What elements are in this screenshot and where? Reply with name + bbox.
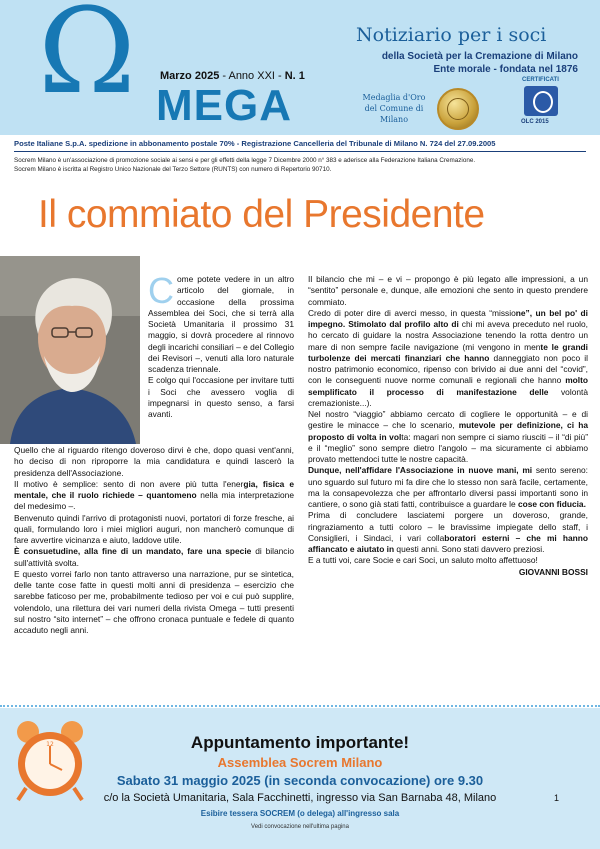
association-line-2: Socrem Milano è iscritta al Registro Unico Nazionale del Terzo Settore (RUNTS) con numero di Repertorio 90710.	[14, 166, 332, 173]
bold-text: cose con fiducia.	[517, 499, 586, 509]
paragraph	[308, 308, 588, 409]
omega-logo-icon: Ω	[38, 0, 136, 120]
appointment-date: Sabato 31 maggio 2025 (in seconda convocazione) ore 9.30	[116, 773, 484, 788]
paragraph: Quello che al riguardo ritengo doveroso dirvi è che, dopo quasi vent'anni, ho deciso di non riproporre la mia candidatura e quindi lascerò la presidenza dell'Associazione.	[14, 445, 294, 478]
drop-cap: C	[148, 270, 174, 311]
bold-text: gia, fisica e mentale, che il ruolo richiede – quantomeno	[14, 478, 295, 500]
paragraph: Benvenuto quindi l'arrivo di protagonisti nuovi, portatori di forze fresche, ai quali, formulando loro i miei migliori auguri, non mancherò comunque di fare avvertire vicinanza e aiuto, laddove utile.	[14, 512, 294, 545]
certification-logo-icon	[524, 86, 558, 116]
society-line-1: della Società per la Cremazione di Milano	[381, 51, 578, 62]
association-info	[14, 156, 586, 174]
issue-date: Marzo 2025	[160, 70, 220, 82]
divider	[14, 151, 586, 152]
association-line-1: Socrem Milano è un'associazione di promozione sociale ai sensi e per gli effetti della legge 7 Dicembre 2000 n° 383 e aderisce alla Federazione Italiana Cremazione.	[14, 157, 476, 164]
page-number: 1	[554, 793, 560, 803]
appointment-title: Appuntamento importante!	[190, 733, 410, 752]
bold-text: ne”, un bel po' di impegno. Stimolato dal profilo alto di	[308, 307, 588, 329]
certified-label: CERTIFICATI	[522, 77, 559, 83]
issue-number: N. 1	[284, 70, 305, 82]
text-run: Credo di poter dire di averci messo, in questa “missio	[308, 307, 516, 318]
text-run: chi mi aveva preceduto nel ruolo, ho cercato di guidare la nostra Associazione tenendo la rotta dentro un mare di non sempre facile navigazione (mi vengono in men	[308, 319, 588, 352]
society-info	[382, 50, 578, 76]
appointment-subtitle: Assemblea Socrem Milano	[217, 755, 383, 770]
paragraph	[308, 510, 588, 555]
article-column-right	[308, 274, 588, 578]
text-run: volontà cremazioniste...).	[308, 386, 588, 408]
paragraph	[14, 546, 294, 569]
paragraph	[14, 479, 294, 513]
author-signature: GIOVANNI BOSSI	[518, 566, 588, 577]
paragraph: ome potete vedere in un altro articolo del giornale, in occasione della prossima Assemblea dei Soci, che si terrà alla Società Umanitaria il prossimo 31 maggio, si dovrà procedere al rinnovo degli incarichi consiliari – e del Collegio dei Revisori –, venuti alla loro naturale scadenza triennale.	[148, 274, 294, 374]
paragraph: Il bilancio che mi – e vi – propongo è più legato alle impressioni, a un “sentito” personale e, dunque, alle emozioni che sento in questo prendere commiato.	[308, 274, 588, 307]
bold-text: te le grandi turbolenze dei mercati finanziari che hanno	[308, 341, 589, 363]
text-run: Nel nostro “viaggio” abbiamo cercato di cogliere le opportunità – e di gestire le minacce – che lo scenario,	[308, 409, 588, 431]
bold-text: È consuetudine, alla fine di un mandato, fare una specie	[14, 546, 252, 557]
paragraph: E questo vorrei farlo non tanto attraverso una narrazione, pur se sintetica, delle tante cose fatte in questi molti anni di presidenza – esercizio che sarebbe faticoso per me, probabilmente tedioso per voi e cui può supplire, volendolo, una rilettura dei vari numeri della rivista Omega – tutti presenti sul nostro “sito internet” – che offrono cronaca puntuale e fedele di quanto accaduto negli anni.	[14, 568, 294, 635]
bold-text: Dunque, nell'affidare l'Associazione in nuove mani, mi	[308, 465, 533, 476]
text-run: nella mia interpretazione del medesimo –.	[14, 490, 294, 512]
gold-medal-icon	[437, 88, 479, 130]
article-column-intro	[148, 270, 294, 420]
text-run: sento sereno: uno sguardo sul futuro mi fa dire che lo stesso non sarà facile, certamente, ma la consapevolezza che per affrontarlo diversi passi importanti sono in cantiere, o sono già stati fatti, contribuisce a guardare le	[308, 465, 588, 509]
article-headline: Il commiato del Presidente	[38, 193, 485, 236]
logo-text: MEGA	[156, 81, 292, 130]
appointment-place: c/o la Società Umanitaria, Sala Facchinetti, ingresso via San Barnaba 48, Milano	[103, 792, 497, 804]
certification-code: OLC 2015	[521, 119, 549, 125]
society-line-2: Ente morale - fondata nel 1876	[433, 64, 578, 75]
appointment-footnote: Vedi convocazione nell'ultima pagina	[251, 824, 349, 830]
medal-emblem	[447, 98, 469, 120]
appointment-note: Esibire tessera SOCREM (o delega) all'ingresso sala	[200, 809, 400, 818]
newsletter-title: Notiziario per i soci	[356, 24, 547, 46]
medal-caption: Medaglia d'Oro del Comune di Milano	[362, 93, 426, 124]
text-run: Il motivo è semplice: sento di non avere più tutta l'ener	[14, 478, 244, 489]
postal-registration: Poste Italiane S.p.A. spedizione in abbonamento postale 70% - Registrazione Cancelleria del Tribunale di Milano N. 724 del 27.09.2005	[14, 139, 496, 148]
paragraph: E a tutti voi, care Socie e cari Soci, un saluto molto affettuoso!	[308, 555, 538, 566]
paragraph	[308, 409, 588, 465]
svg-text:12: 12	[46, 741, 54, 748]
text-run: di bilancio sull'attività svolta.	[14, 546, 294, 568]
text-run: questi anni. Sono stati davvero preziosi.	[394, 544, 545, 554]
text-run: danneggiato non poco il nostro patrimonio economico, ripenso con brivido ai due anni del “covid”, con le conseguenti nuove norme comunali e regionali che hanno	[308, 352, 588, 386]
bold-text: molto semplificato il processo di manifestazione delle	[308, 375, 588, 397]
paragraph	[308, 465, 588, 510]
paragraph: E colgo qui l'occasione per invitare tutti i Soci che avessero voglia di impegnarsi in questo senso, a farsi avanti.	[148, 375, 294, 419]
issue-year: - Anno XXI -	[219, 70, 285, 82]
president-portrait	[0, 256, 140, 444]
issue-info	[160, 70, 305, 82]
text-run: ta: magari non sempre ci siamo riusciti – il “di più” e il “meglio” sono sempre dietro l'angolo – ma sicuramente ci abbiamo provato mettendoci tutte le nostre capacità.	[308, 431, 588, 464]
bold-text: mutevole per definizione, ci ha proposto di volta in vol	[308, 420, 588, 442]
text-run: Prima di concludere lasciatemi porgere un doveroso, grande, ringraziamento a tutti coloro – le bravissime impiegate dello staff, i Consiglieri, i Sindaci, i vari colla	[308, 510, 588, 543]
dotted-divider	[0, 705, 600, 707]
article-column-left	[14, 445, 294, 636]
bold-text: boratori esterni – che mi hanno affiancato e aiutato in	[308, 532, 588, 554]
